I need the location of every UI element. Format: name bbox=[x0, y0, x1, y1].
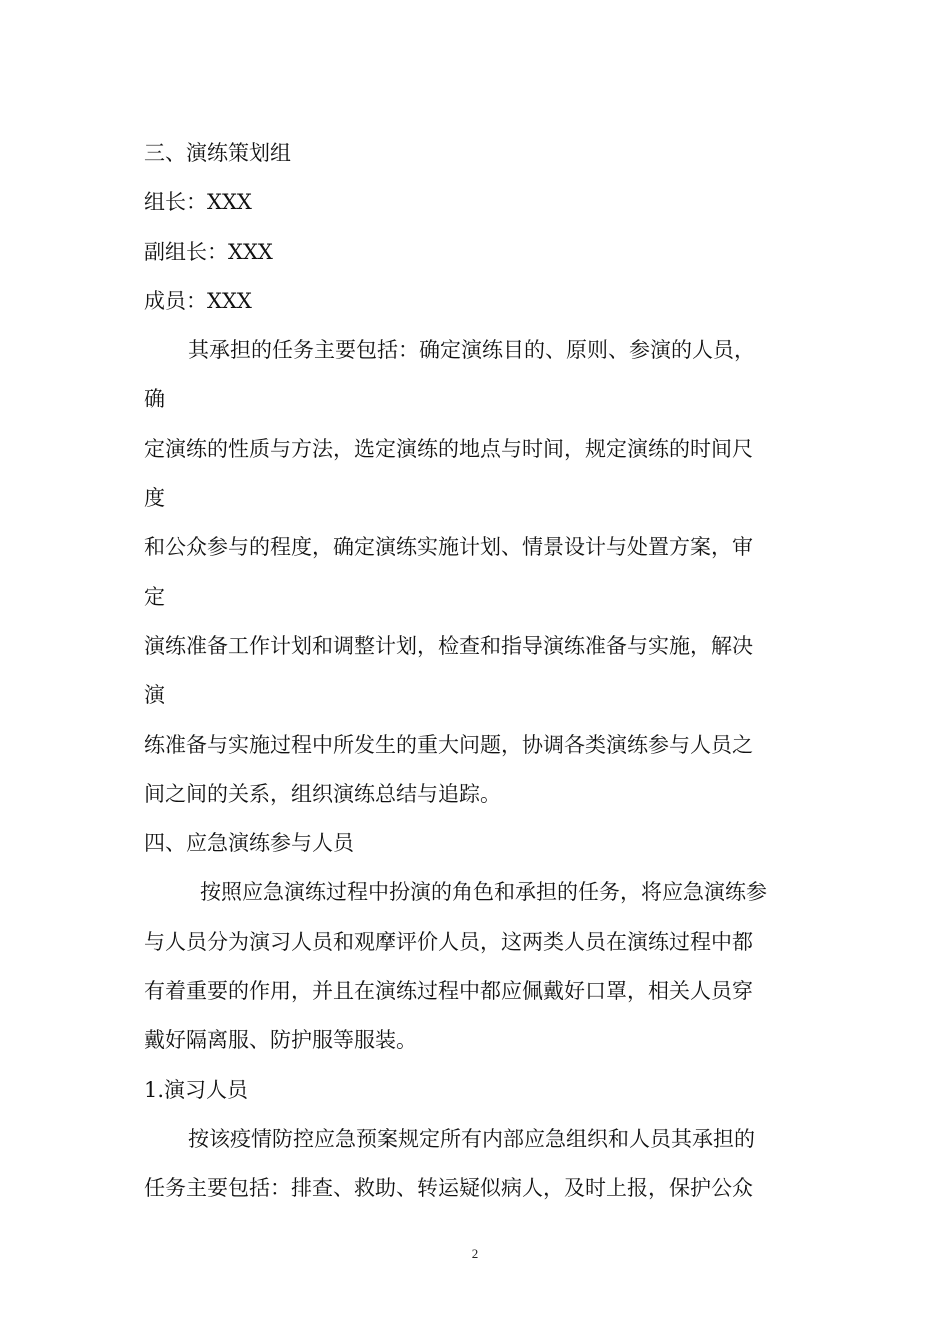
paragraph-line: 其承担的任务主要包括：确定演练目的、原则、参演的人员， bbox=[188, 338, 755, 363]
paragraph-line: 练准备与实施过程中所发生的重大问题，协调各类演练参与人员之 bbox=[144, 732, 753, 757]
paragraph-line: 按该疫情防控应急预案规定所有内部应急组织和人员其承担的 bbox=[188, 1126, 755, 1151]
page-number: 2 bbox=[471, 1246, 479, 1261]
paragraph-line: 间之间的关系，组织演练总结与追踪。 bbox=[144, 781, 501, 806]
members-line: 成员：XXX bbox=[144, 288, 252, 313]
deputy-leader-line: 副组长：XXX bbox=[144, 239, 273, 264]
group-leader-line: 组长：XXX bbox=[144, 190, 252, 215]
paragraph-line: 演 bbox=[144, 683, 165, 708]
paragraph-line: 戴好隔离服、防护服等服装。 bbox=[144, 1028, 417, 1053]
paragraph-line: 按照应急演练过程中扮演的角色和承担的任务，将应急演练参 bbox=[200, 880, 767, 905]
paragraph-line: 演练准备工作计划和调整计划，检查和指导演练准备与实施，解决 bbox=[144, 633, 753, 658]
paragraph-line: 和公众参与的程度，确定演练实施计划、情景设计与处置方案，审 bbox=[144, 535, 753, 560]
section-heading-participants: 四、应急演练参与人员 bbox=[144, 831, 354, 856]
paragraph-line: 有着重要的作用，并且在演练过程中都应佩戴好口罩，相关人员穿 bbox=[144, 979, 753, 1004]
paragraph-line: 与人员分为演习人员和观摩评价人员，这两类人员在演练过程中都 bbox=[144, 929, 753, 954]
section-heading-planning-group: 三、演练策划组 bbox=[144, 141, 291, 165]
document-body bbox=[144, 129, 814, 1214]
paragraph-line: 确 bbox=[144, 387, 165, 412]
paragraph-line: 任务主要包括：排查、救助、转运疑似病人，及时上报，保护公众 bbox=[144, 1176, 753, 1201]
paragraph-line: 定 bbox=[144, 584, 165, 609]
paragraph-line: 度 bbox=[144, 486, 165, 511]
paragraph-line: 定演练的性质与方法，选定演练的地点与时间，规定演练的时间尺 bbox=[144, 436, 753, 461]
subheading-exercise-personnel: 1.演习人员 bbox=[144, 1077, 249, 1102]
